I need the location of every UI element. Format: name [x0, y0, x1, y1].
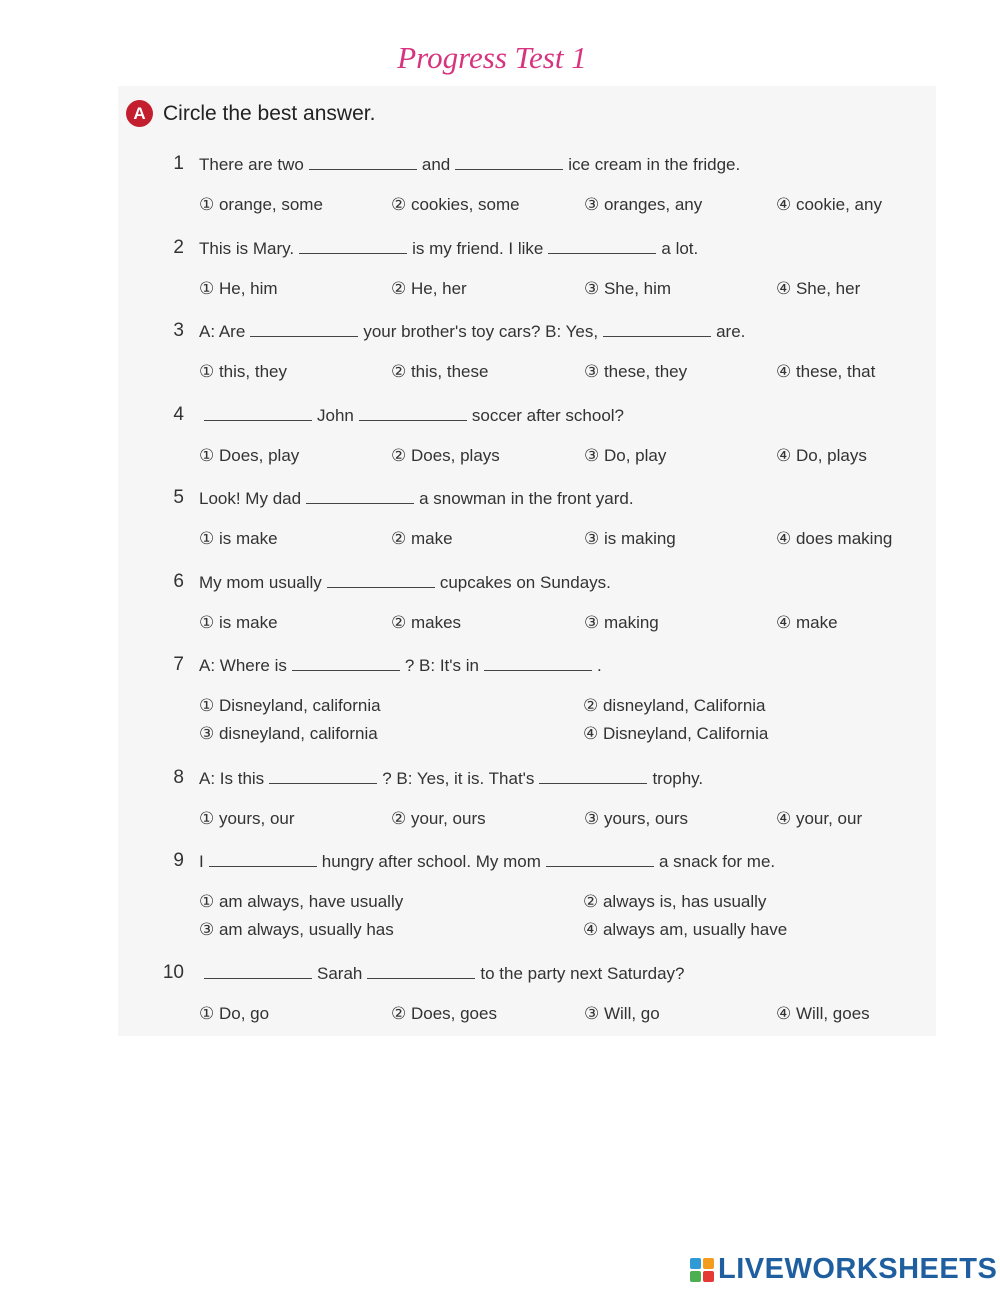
answer-option[interactable]: ③ making: [584, 613, 659, 632]
answer-option[interactable]: ① this, they: [199, 362, 287, 381]
answer-option[interactable]: ④ Do, plays: [776, 446, 867, 465]
question-text-part: This is Mary.: [199, 239, 295, 258]
answer-option[interactable]: ① yours, our: [199, 809, 295, 828]
answer-option[interactable]: ③ these, they: [584, 362, 688, 381]
question-text-part: to the party next Saturday?: [480, 964, 685, 983]
question-text-part: A: Is this: [199, 769, 265, 788]
answer-option[interactable]: ① is make: [199, 613, 278, 632]
answer-option[interactable]: ③ yours, ours: [584, 809, 689, 828]
answer-blank[interactable]: [548, 239, 656, 254]
question-text-part: are.: [716, 322, 746, 341]
answer-blank[interactable]: [539, 769, 647, 784]
question-text-part: a snack for me.: [658, 852, 776, 871]
question-text-part: A: Are: [199, 322, 246, 341]
answer-blank[interactable]: [309, 155, 417, 170]
answer-blank[interactable]: [299, 239, 407, 254]
question-number: 3: [173, 320, 184, 341]
question-text-part: hungry after school. My mom: [321, 852, 541, 871]
answer-blank[interactable]: [306, 489, 414, 504]
answer-option[interactable]: ④ always am, usually have: [583, 920, 788, 939]
question-text-part: ? B: It's in: [404, 656, 479, 675]
answer-option[interactable]: ③ Will, go: [584, 1004, 660, 1023]
answer-option[interactable]: ① am always, have usually: [199, 892, 404, 911]
answer-option[interactable]: ② disneyland, California: [583, 696, 766, 715]
answer-option[interactable]: ④ make: [776, 613, 838, 632]
answer-blank[interactable]: [327, 573, 435, 588]
question-text: [199, 769, 703, 789]
answer-blank[interactable]: [250, 322, 358, 337]
answer-blank[interactable]: [603, 322, 711, 337]
answer-option[interactable]: ④ Disneyland, California: [583, 724, 769, 743]
question-text-part: trophy.: [652, 769, 704, 788]
answer-option[interactable]: ④ does making: [776, 529, 893, 548]
question-text-part: I: [199, 852, 204, 871]
question-text-part: cupcakes on Sundays.: [439, 573, 611, 592]
answer-option[interactable]: ③ Do, play: [584, 446, 667, 465]
answer-blank[interactable]: [546, 852, 654, 867]
question-number: 8: [173, 767, 184, 788]
answer-option[interactable]: ② your, ours: [391, 809, 486, 828]
answer-blank[interactable]: [455, 155, 563, 170]
answer-option[interactable]: ② this, these: [391, 362, 489, 381]
question-text: [199, 155, 740, 175]
answer-option[interactable]: ④ Will, goes: [776, 1004, 870, 1023]
question-text-part: your brother's toy cars? B: Yes,: [363, 322, 599, 341]
question-text-part: and: [421, 155, 451, 174]
question-number: 10: [162, 962, 184, 983]
answer-blank[interactable]: [204, 406, 312, 421]
answer-option[interactable]: ② always is, has usually: [583, 892, 767, 911]
answer-blank[interactable]: [269, 769, 377, 784]
answer-option[interactable]: ① orange, some: [199, 195, 323, 214]
answer-blank[interactable]: [359, 406, 467, 421]
question-text-part: ? B: Yes, it is. That's: [382, 769, 535, 788]
answer-option[interactable]: ② He, her: [391, 279, 467, 298]
question-text-part: .: [596, 656, 602, 675]
answer-option[interactable]: ① Do, go: [199, 1004, 270, 1023]
answer-blank[interactable]: [204, 964, 312, 979]
logo-mark-icon: [690, 1258, 714, 1282]
answer-option[interactable]: ③ She, him: [584, 279, 672, 298]
answer-option[interactable]: ① is make: [199, 529, 278, 548]
question-text-part: ice cream in the fridge.: [568, 155, 741, 174]
question-text-part: A: Where is: [199, 656, 287, 675]
question-number: 9: [173, 850, 184, 871]
question-text: [199, 573, 611, 593]
answer-option[interactable]: ① Does, play: [199, 446, 300, 465]
question-text-part: Look! My dad: [199, 489, 302, 508]
question-number: 5: [173, 487, 184, 508]
section-badge: A: [126, 100, 153, 127]
question-text: [199, 656, 602, 676]
answer-blank[interactable]: [292, 656, 400, 671]
question-text: [199, 239, 698, 259]
answer-blank[interactable]: [367, 964, 475, 979]
logo-text: LIVEWORKSHEETS: [718, 1253, 998, 1285]
question-text-part: soccer after school?: [471, 406, 625, 425]
answer-option[interactable]: ① Disneyland, california: [199, 696, 381, 715]
question-number: 1: [173, 153, 184, 174]
question-text: [199, 322, 745, 342]
answer-option[interactable]: ③ is making: [584, 529, 676, 548]
question-text: [199, 852, 775, 872]
question-text: [199, 406, 624, 426]
question-text-part: a lot.: [661, 239, 699, 258]
answer-option[interactable]: ③ disneyland, california: [199, 724, 378, 743]
question-text-part: John: [317, 406, 354, 425]
answer-option[interactable]: ④ your, our: [776, 809, 863, 828]
question-text: [199, 489, 634, 509]
answer-option[interactable]: ① He, him: [199, 279, 278, 298]
answer-blank[interactable]: [209, 852, 317, 867]
answer-option[interactable]: ④ She, her: [776, 279, 861, 298]
question-text: [199, 964, 685, 984]
answer-option[interactable]: ④ cookie, any: [776, 195, 882, 214]
question-text-part: There are two: [199, 155, 304, 174]
answer-option[interactable]: ③ am always, usually has: [199, 920, 394, 939]
question-number: 2: [173, 237, 184, 258]
section-header: [126, 100, 375, 127]
question-text-part: My mom usually: [199, 573, 322, 592]
answer-option[interactable]: ② makes: [391, 613, 462, 632]
question-number: 4: [173, 404, 184, 425]
answer-option[interactable]: ② make: [391, 529, 453, 548]
answer-option[interactable]: ② Does, plays: [391, 446, 500, 465]
question-text-part: Sarah: [317, 964, 363, 983]
question-text-part: a snowman in the front yard.: [419, 489, 634, 508]
answer-blank[interactable]: [484, 656, 592, 671]
answer-option[interactable]: ② Does, goes: [391, 1004, 497, 1023]
page-title: Progress Test 1: [397, 40, 587, 75]
answer-option[interactable]: ② cookies, some: [391, 195, 520, 214]
answer-option[interactable]: ③ oranges, any: [584, 195, 703, 214]
question-number: 6: [173, 571, 184, 592]
section-instruction: Circle the best answer.: [163, 101, 376, 125]
answer-option[interactable]: ④ these, that: [776, 362, 876, 381]
liveworksheets-logo: [690, 1253, 997, 1286]
question-text-part: is my friend. I like: [412, 239, 544, 258]
question-number: 7: [173, 654, 184, 675]
